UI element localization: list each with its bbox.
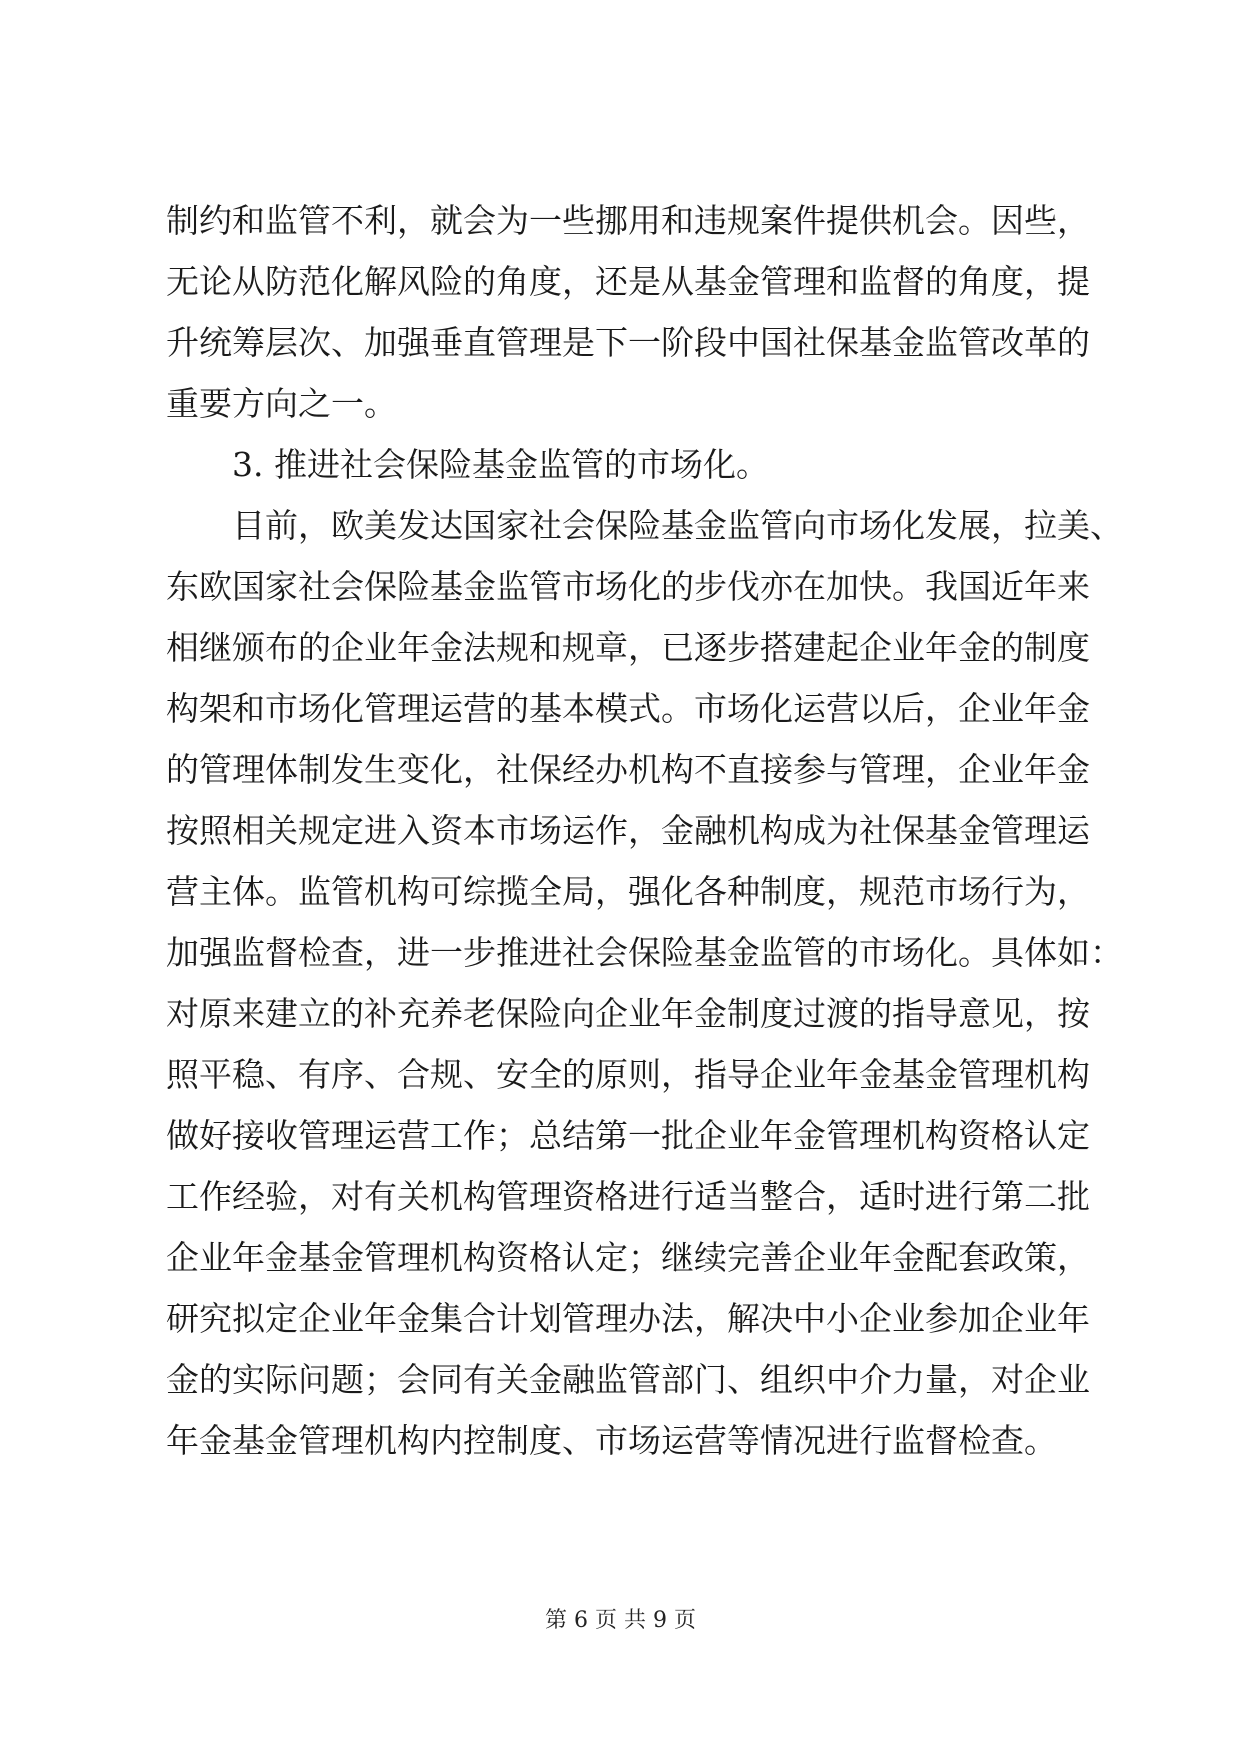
paragraph-line: 重要方向之一。 (166, 384, 397, 423)
paragraph-line: 做好接收管理运营工作；总结第一批企业年金管理机构资格认定 (166, 1116, 1090, 1155)
paragraph-line: 制约和监管不利，就会为一些挪用和违规案件提供机会。因些， (166, 201, 1090, 240)
paragraph-line: 营主体。监管机构可综揽全局，强化各种制度，规范市场行为， (166, 872, 1090, 911)
paragraph-line: 年金基金管理机构内控制度、市场运营等情况进行监督检查。 (166, 1421, 1057, 1460)
page-number-footer: 第 6 页 共 9 页 (545, 1608, 696, 1633)
paragraph-line: 升统筹层次、加强垂直管理是下一阶段中国社保基金监管改革的 (166, 323, 1090, 362)
paragraph-line: 企业年金基金管理机构资格认定；继续完善企业年金配套政策， (166, 1238, 1090, 1277)
paragraph-line: 对原来建立的补充养老保险向企业年金制度过渡的指导意见，按 (166, 994, 1090, 1033)
paragraph-line: 工作经验，对有关机构管理资格进行适当整合，适时进行第二批 (166, 1177, 1090, 1216)
paragraph-line: 构架和市场化管理运营的基本模式。市场化运营以后，企业年金 (166, 689, 1090, 728)
paragraph-line: 无论从防范化解风险的角度，还是从基金管理和监督的角度，提 (166, 262, 1090, 301)
paragraph-line: 金的实际问题；会同有关金融监管部门、组织中介力量，对企业 (166, 1360, 1090, 1399)
paragraph-line: 的管理体制发生变化，社保经办机构不直接参与管理，企业年金 (166, 750, 1090, 789)
paragraph-line: 照平稳、有序、合规、安全的原则，指导企业年金基金管理机构 (166, 1055, 1090, 1094)
section-heading: 3. 推进社会保险基金监管的市场化。 (232, 445, 769, 484)
paragraph-line: 按照相关规定进入资本市场运作，金融机构成为社保基金管理运 (166, 811, 1090, 850)
paragraph-line: 加强监督检查，进一步推进社会保险基金监管的市场化。具体如： (166, 933, 1123, 972)
paragraph-line: 东欧国家社会保险基金监管市场化的步伐亦在加快。我国近年来 (166, 567, 1090, 606)
paragraph-line: 研究拟定企业年金集合计划管理办法，解决中小企业参加企业年 (166, 1299, 1090, 1338)
paragraph-line: 相继颁布的企业年金法规和规章，已逐步搭建起企业年金的制度 (166, 628, 1090, 667)
paragraph-line: 目前，欧美发达国家社会保险基金监管向市场化发展，拉美、 (232, 506, 1123, 545)
